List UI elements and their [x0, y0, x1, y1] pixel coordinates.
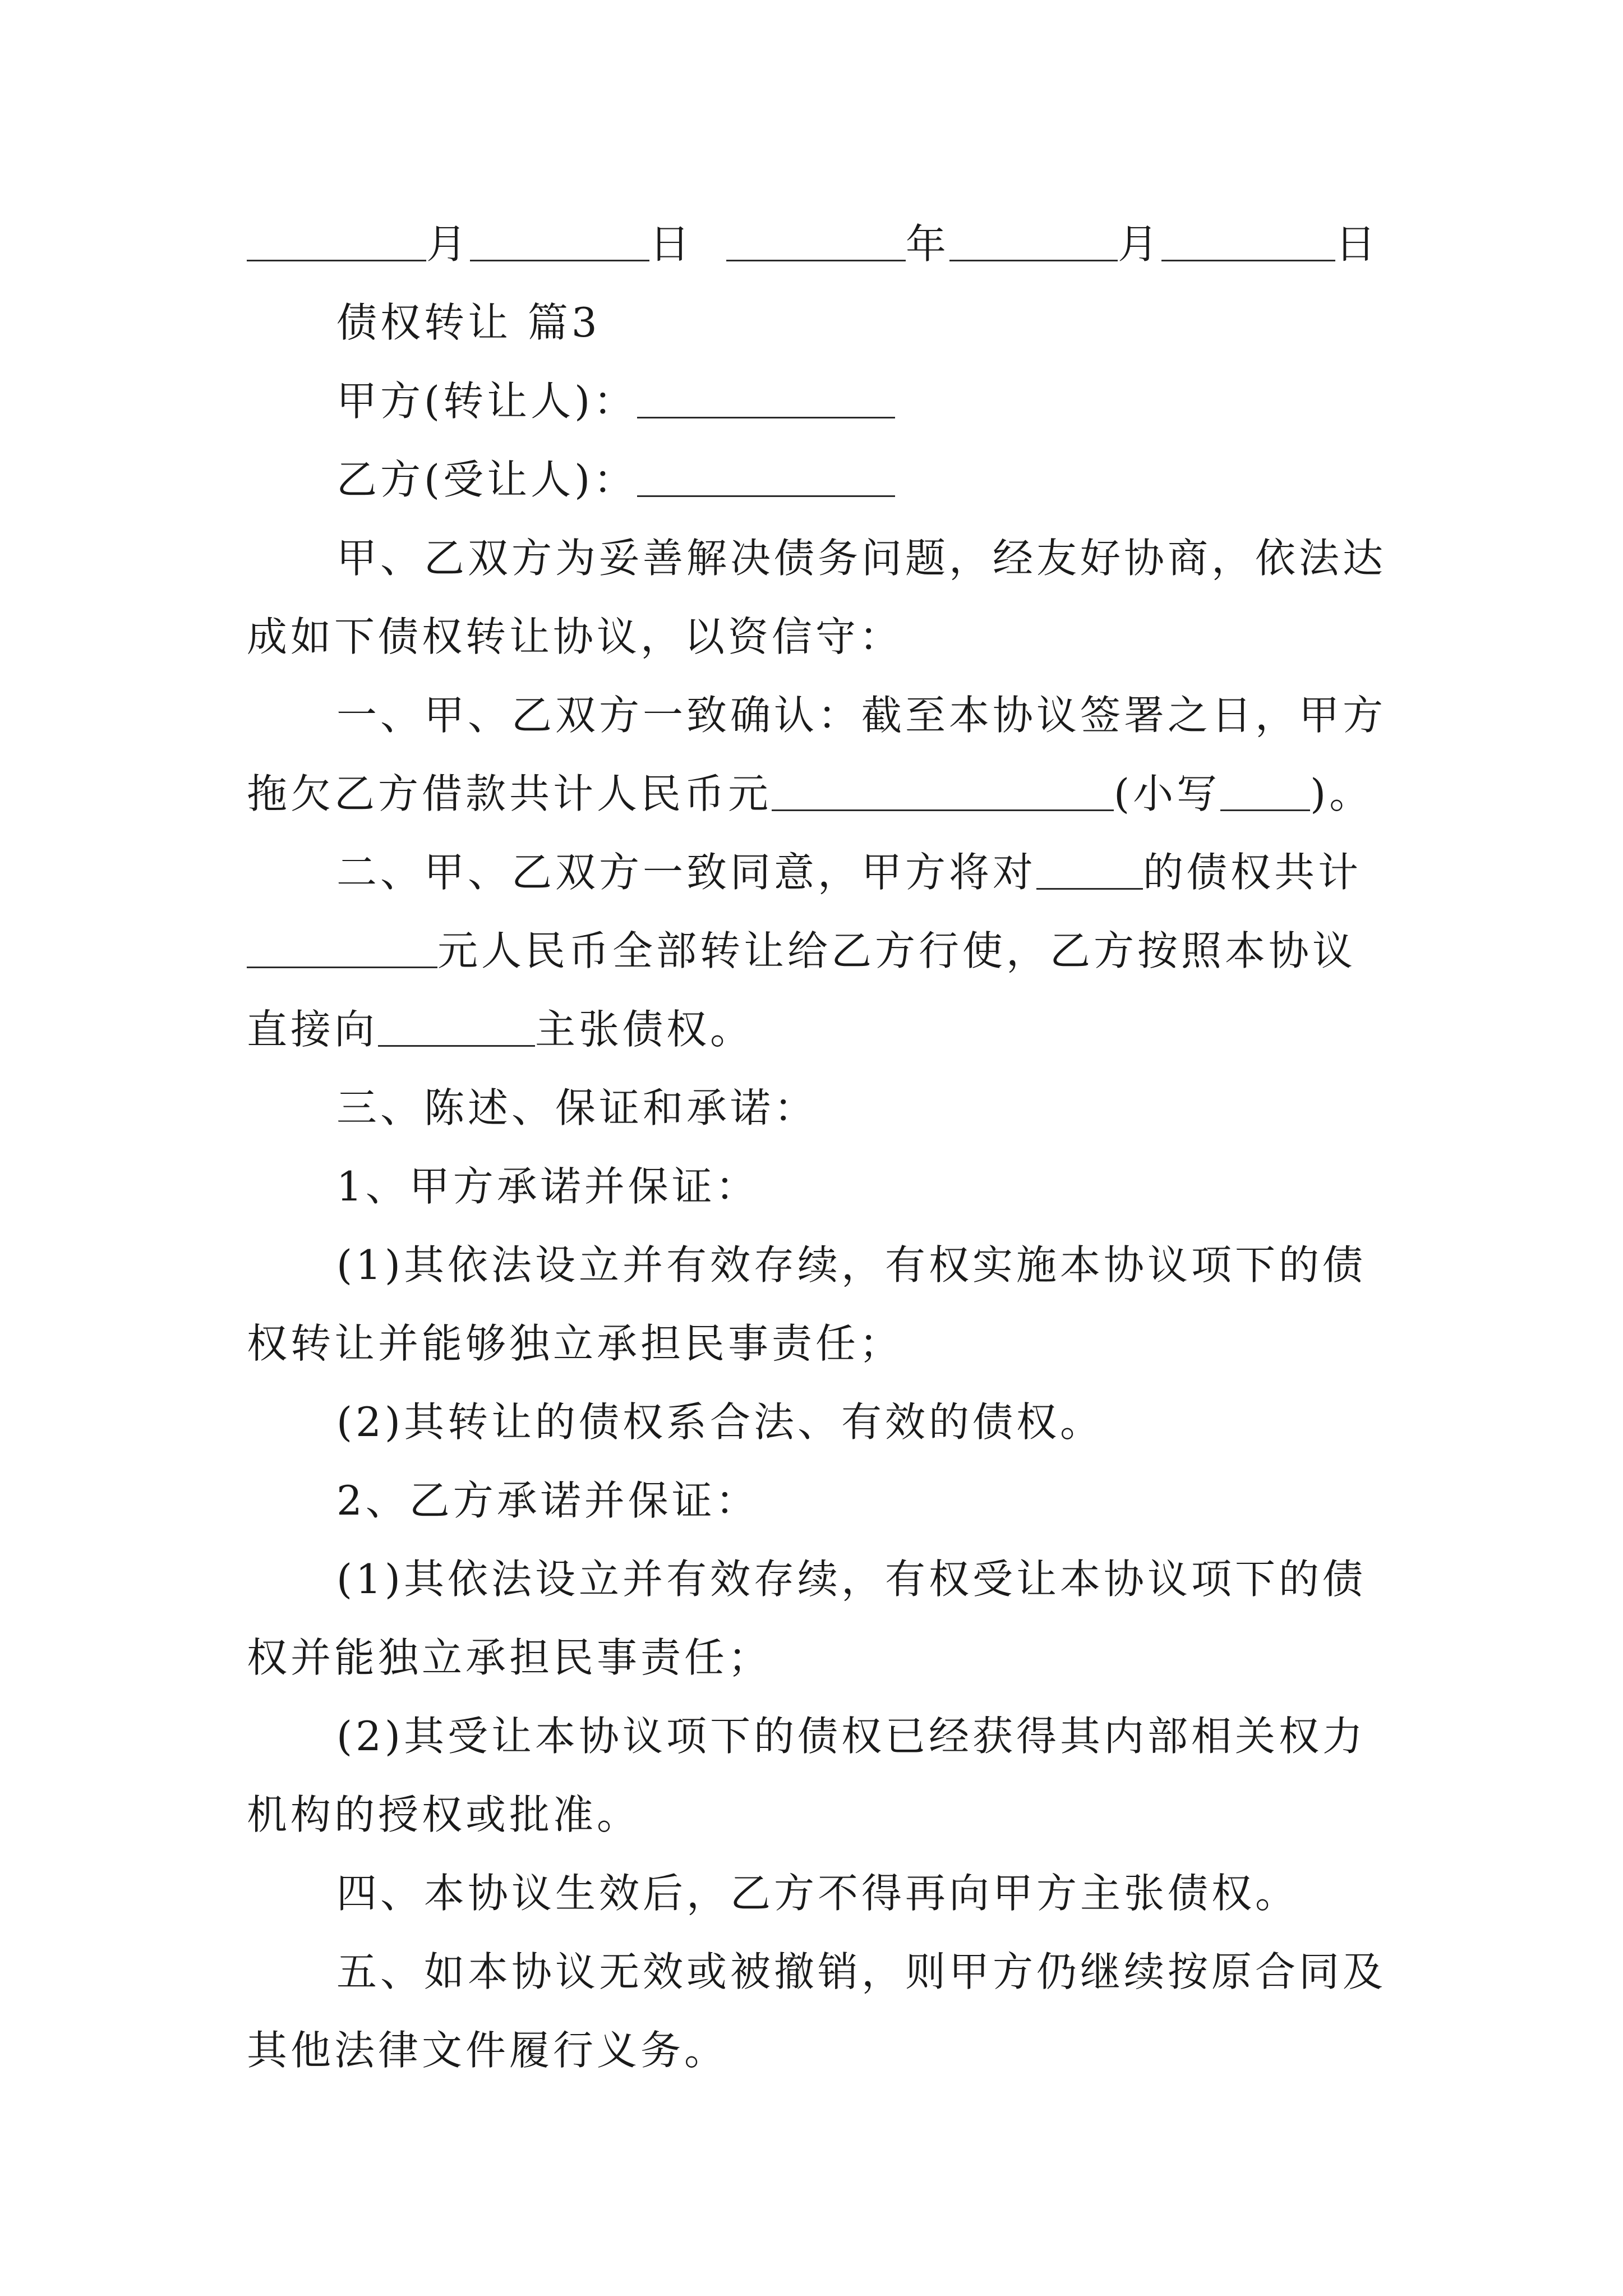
blank-month-2 — [949, 220, 1118, 261]
blank-day-1 — [470, 220, 649, 261]
item5-line-2: 其他法律文件履行义务。 — [247, 2027, 728, 2074]
year-label: 年 — [905, 220, 949, 268]
party-a-label: 甲方(转让人)： — [336, 378, 638, 425]
item3-heading: 三、陈述、保证和承诺： — [336, 1084, 818, 1131]
blank-year — [726, 220, 906, 261]
intro-line-1: 甲、乙双方为妥善解决债务问题，经友好协商，依法达 — [336, 535, 1387, 582]
month-label-2: 月 — [1117, 220, 1161, 268]
claim-amount-blank — [247, 927, 437, 968]
party-a-blank — [637, 378, 895, 418]
section-title: 债权转让 篇3 — [336, 299, 601, 346]
item2-line-3 — [247, 1001, 1396, 1057]
claim-target-blank — [378, 1006, 535, 1047]
item2-text-1: 二、甲、乙双方一致同意，甲方将对 — [336, 849, 1037, 896]
debtor-blank — [1036, 849, 1143, 890]
item3-1-1-line-2: 权转让并能够独立承担民事责任； — [247, 1320, 903, 1367]
item3-2-2-line-1: (2)其受让本协议项下的债权已经获得其内部相关权力 — [336, 1713, 1366, 1760]
blank-month-1 — [247, 220, 426, 261]
intro-line-2: 成如下债权转让协议，以资信守： — [247, 613, 903, 660]
day-label-2: 日 — [1335, 220, 1379, 268]
blank-day-2 — [1161, 220, 1335, 261]
item2-text-5: 主张债权。 — [535, 1006, 754, 1053]
item1-line-1: 一、甲、乙双方一致确认：截至本协议签署之日，甲方 — [336, 692, 1387, 739]
item4: 四、本协议生效后，乙方不得再向甲方主张债权。 — [336, 1870, 1299, 1917]
item5-line-1: 五、如本协议无效或被撤销，则甲方仍继续按原合同及 — [336, 1948, 1387, 1995]
item2-text-3: 元人民币全部转让给乙方行使，乙方按照本协议 — [437, 927, 1357, 974]
item2-text-2: 的债权共计 — [1143, 849, 1362, 896]
party-b-blank — [637, 456, 895, 497]
item3-2-1-line-2: 权并能独立承担民事责任； — [247, 1634, 772, 1681]
item3-1-1-line-1: (1)其依法设立并有效存续，有权实施本协议项下的债 — [336, 1241, 1366, 1289]
party-a-line — [336, 373, 1486, 429]
party-b-label: 乙方(受让人)： — [336, 456, 638, 503]
item3-2-heading: 2、乙方承诺并保证： — [336, 1477, 759, 1524]
item3-1-2: (2)其转让的债权系合法、有效的债权。 — [336, 1398, 1104, 1446]
item1-amount-label: 拖欠乙方借款共计人民币元 — [247, 770, 772, 817]
item1-line-2 — [247, 766, 1396, 822]
item2-line-1 — [336, 844, 1486, 900]
item3-1-heading: 1、甲方承诺并保证： — [336, 1163, 759, 1210]
lowercase-blank — [1220, 770, 1310, 811]
item2-line-2 — [247, 923, 1396, 979]
party-b-line — [336, 452, 1486, 508]
amount-blank — [772, 770, 1114, 811]
month-label-1: 月 — [426, 220, 471, 268]
day-label-1: 日 — [649, 220, 694, 268]
item1-close: )。 — [1310, 770, 1373, 817]
item3-2-2-line-2: 机构的授权或批准。 — [247, 1791, 641, 1838]
item3-2-1-line-1: (1)其依法设立并有效存续，有权受让本协议项下的债 — [336, 1556, 1366, 1603]
date-line — [247, 216, 1396, 272]
item2-text-4: 直接向 — [247, 1006, 379, 1053]
item1-lowercase-label: (小写 — [1114, 770, 1221, 817]
